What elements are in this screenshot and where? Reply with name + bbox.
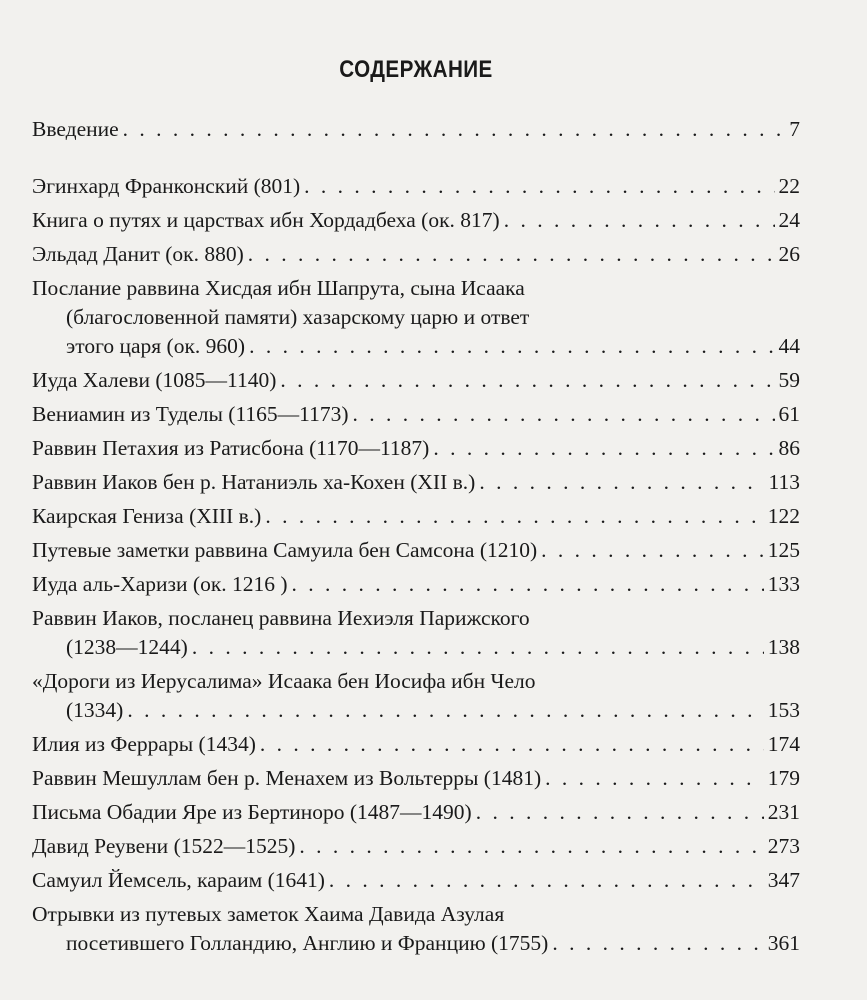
dot-leader <box>280 366 774 395</box>
toc-entry <box>32 570 800 599</box>
toc-entry-title-line: (1334) <box>66 698 124 722</box>
page-number: 26 <box>778 242 800 266</box>
toc-entry-title-line: Эльдад Данит (ок. 880) <box>32 242 244 266</box>
toc-entry-title-line: Эгинхард Франконский (801) <box>32 174 301 198</box>
toc-entry-title-line: Давид Реувени (1522—1525) <box>32 834 296 858</box>
toc-entry-row <box>32 400 800 429</box>
toc-entry-row <box>32 332 800 361</box>
dot-leader <box>353 400 775 429</box>
toc-entry <box>32 240 800 269</box>
toc-entry-title-line: Раввин Мешуллам бен р. Менахем из Вольтерры (1481) <box>32 766 542 790</box>
toc-entry-row <box>32 570 800 599</box>
toc-entry-row <box>32 206 800 235</box>
toc-entry-title-line: Послание раввина Хисдая ибн Шапрута, сына Исаака <box>32 276 525 300</box>
page-number: 133 <box>767 572 800 596</box>
page-number: 179 <box>767 766 800 790</box>
page-number: 113 <box>768 470 800 494</box>
toc-entry-title-line: Письма Обадии Яре из Бертиноро (1487—1490) <box>32 800 472 824</box>
page-title: СОДЕРЖАНИЕ <box>339 56 493 83</box>
toc-entry-title-line: (благословенной памяти) хазарскому царю и ответ <box>66 305 530 329</box>
dot-leader <box>123 115 786 144</box>
toc-entry <box>32 798 800 827</box>
toc-entry <box>32 502 800 531</box>
dot-leader <box>504 206 775 235</box>
page-number: 59 <box>778 368 800 392</box>
toc-entry-row <box>32 366 800 395</box>
toc-entry-title-line: Самуил Йемсель, караим (1641) <box>32 868 325 892</box>
toc-entry-title-line: Отрывки из путевых заметок Хаима Давида Азулая <box>32 902 505 926</box>
dot-leader <box>248 240 775 269</box>
dot-leader <box>192 633 764 662</box>
toc-entry-title-line: «Дороги из Иерусалима» Исаака бен Иосифа ибн Чело <box>32 669 536 693</box>
toc-entry-title-line: Раввин Иаков, посланец раввина Иехиэля Парижского <box>32 606 530 630</box>
toc-entry-row <box>32 536 800 565</box>
toc-entry-row <box>32 866 800 895</box>
toc-entry <box>32 900 800 958</box>
toc-entry-row <box>32 468 800 497</box>
toc-entry-title-line: Иуда аль-Харизи (ок. 1216 ) <box>32 572 288 596</box>
page-number: 153 <box>767 698 800 722</box>
dot-leader <box>545 764 764 793</box>
toc-entry <box>32 434 800 463</box>
page-number: 44 <box>778 334 800 358</box>
toc-entry <box>32 866 800 895</box>
dot-leader <box>299 832 763 861</box>
page-number: 125 <box>767 538 800 562</box>
toc-entry-row <box>32 798 800 827</box>
page-number: 22 <box>778 174 800 198</box>
toc-entry <box>32 468 800 497</box>
toc-entry-title-line: Введение <box>32 117 119 141</box>
dot-leader <box>552 929 763 958</box>
page-number: 361 <box>767 931 800 955</box>
page-number: 86 <box>778 436 800 460</box>
page-number: 138 <box>767 635 800 659</box>
toc-entry-title-line: Книга о путях и царствах ибн Хордадбеха (ок. 817) <box>32 208 500 232</box>
toc-entry <box>32 274 800 361</box>
toc-entry-title-line: Иуда Халеви (1085—1140) <box>32 368 277 392</box>
toc-entry <box>32 366 800 395</box>
toc-entry <box>32 400 800 429</box>
toc-entry-title-line: Илия из Феррары (1434) <box>32 732 256 756</box>
toc-entry-title-line: Каирская Гениза (XIII в.) <box>32 504 262 528</box>
dot-leader <box>479 468 764 497</box>
toc-entry-title-line: Вениамин из Туделы (1165—1173) <box>32 402 349 426</box>
dot-leader <box>433 434 774 463</box>
dot-leader <box>260 730 764 759</box>
toc-entry-row <box>32 172 800 201</box>
dot-leader <box>541 536 764 565</box>
toc-entry-row <box>32 832 800 861</box>
toc-entry-title-line: посетившего Голландию, Англию и Францию (1755) <box>66 931 549 955</box>
toc-entry-row <box>32 633 800 662</box>
page-number: 231 <box>767 800 800 824</box>
toc-entry-row <box>32 730 800 759</box>
document-page <box>32 0 800 1000</box>
toc-entry-row <box>32 764 800 793</box>
page-number: 61 <box>778 402 800 426</box>
dot-leader <box>127 696 763 725</box>
toc-entry-title-line: Раввин Иаков бен р. Натаниэль ха-Кохен (XII в.) <box>32 470 476 494</box>
toc-entry <box>32 536 800 565</box>
toc-entry-row <box>32 434 800 463</box>
toc-entry-row <box>32 240 800 269</box>
page-number: 174 <box>767 732 800 756</box>
dot-leader <box>329 866 764 895</box>
toc-entry-title-line: Путевые заметки раввина Самуила бен Самсона (1210) <box>32 538 538 562</box>
page-number: 273 <box>767 834 800 858</box>
toc-entry <box>32 667 800 725</box>
page-number: 24 <box>778 208 800 232</box>
toc-entry <box>32 832 800 861</box>
toc-entry <box>32 764 800 793</box>
toc-entry <box>32 172 800 201</box>
toc-entry-row <box>32 696 800 725</box>
toc-entry <box>32 206 800 235</box>
toc-entry-row <box>32 502 800 531</box>
dot-leader <box>249 332 774 361</box>
page-number: 122 <box>767 504 800 528</box>
toc-entry-row <box>32 929 800 958</box>
dot-leader <box>292 570 764 599</box>
toc-entry-title-line: этого царя (ок. 960) <box>66 334 246 358</box>
toc-entry-row <box>32 115 800 144</box>
toc-entry <box>32 730 800 759</box>
toc-entry <box>32 604 800 662</box>
page-number: 347 <box>767 868 800 892</box>
table-of-contents <box>32 115 800 963</box>
toc-entry-title-line: (1238—1244) <box>66 635 188 659</box>
dot-leader <box>265 502 763 531</box>
toc-entry-title-line: Раввин Петахия из Ратисбона (1170—1187) <box>32 436 430 460</box>
page-number: 7 <box>789 117 800 141</box>
dot-leader <box>304 172 774 201</box>
dot-leader <box>476 798 764 827</box>
toc-entry <box>32 115 800 144</box>
